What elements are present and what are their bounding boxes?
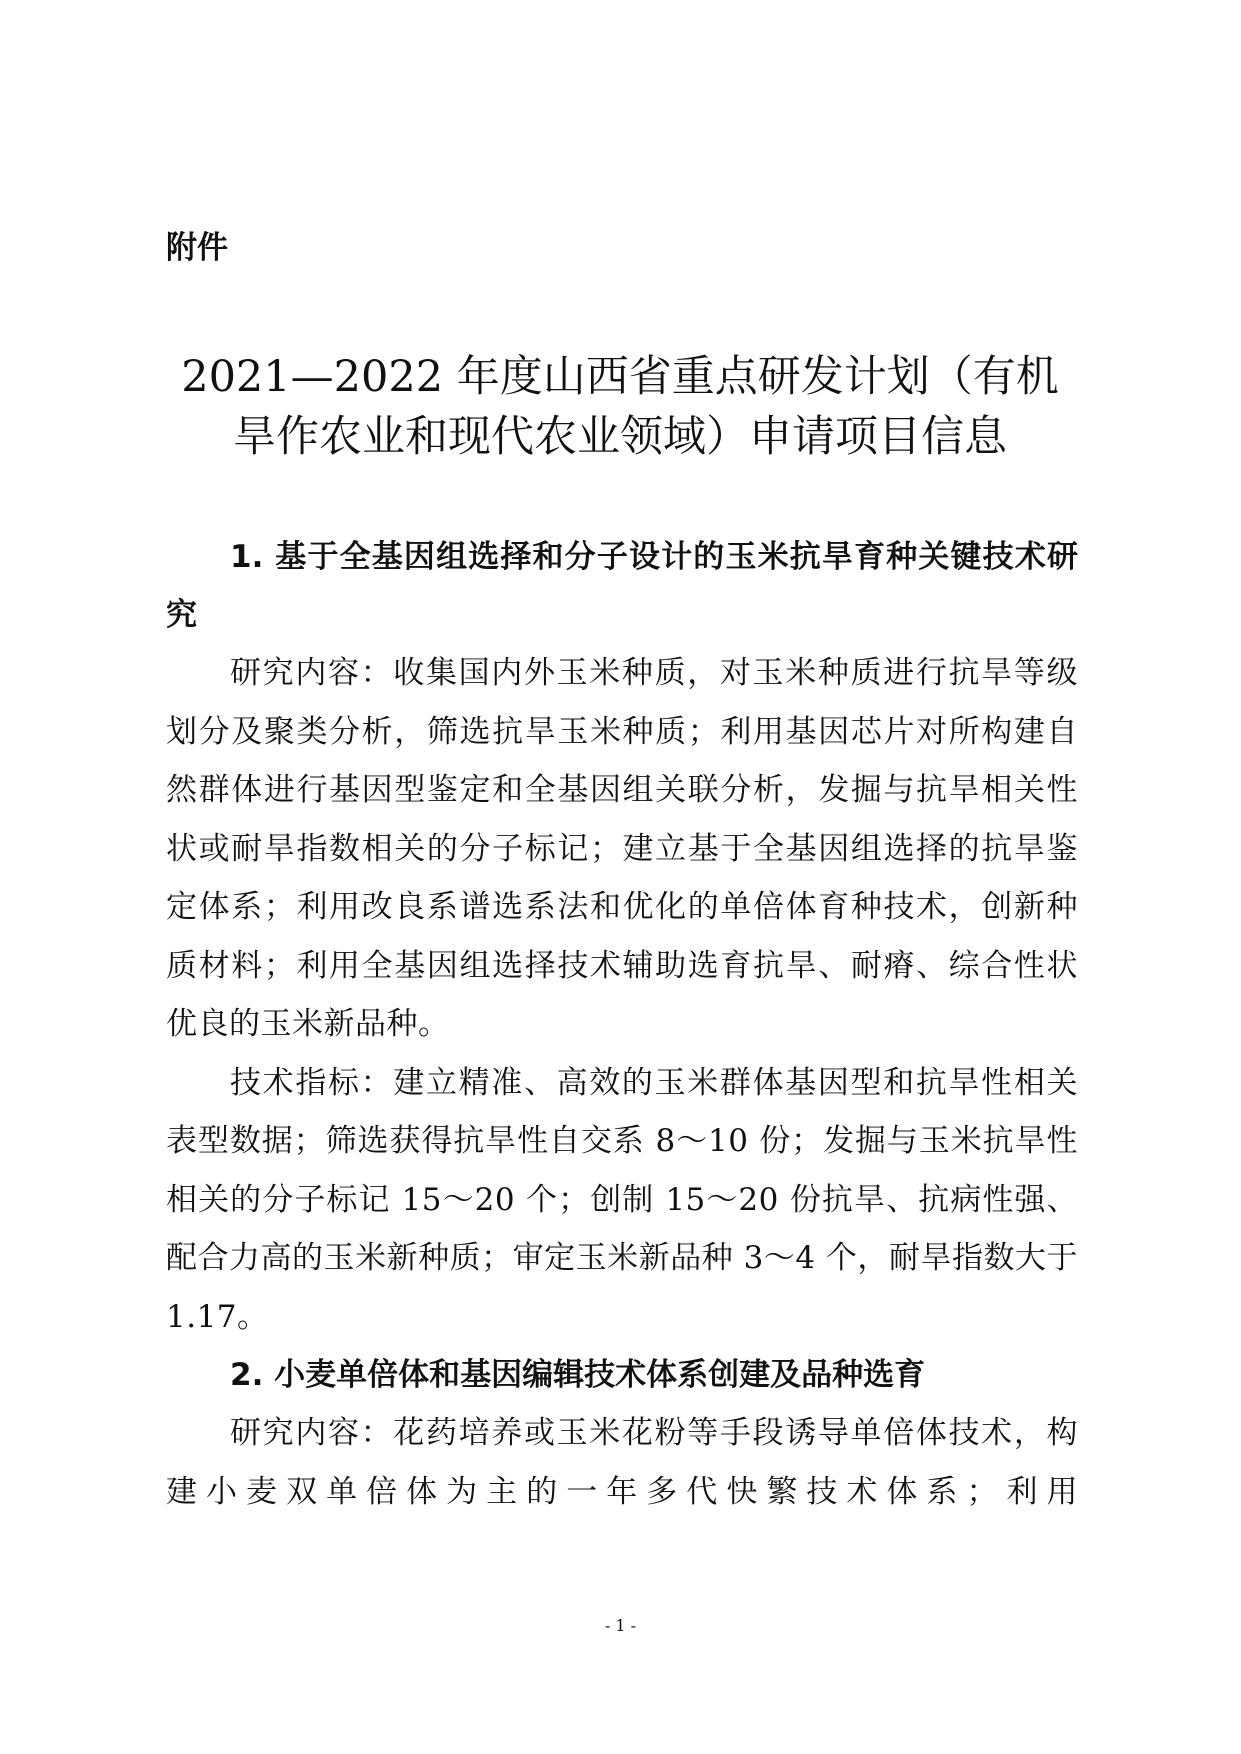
- page-number: - 1 -: [604, 1616, 637, 1635]
- attachment-label: 附件: [166, 230, 228, 266]
- section-1-technical-indicators: 技术指标：建立精准、高效的玉米群体基因型和抗旱性相关表型数据；筛选获得抗旱性自交系 8～10 份；发掘与玉米抗旱性相关的分子标记 15～20 个；创制 15～20 份抗旱、抗病性强、配合力高的玉米新种质；审定玉米新品种 3～4 个，耐旱指数大于 1.17。: [166, 1064, 1078, 1335]
- document-body: [166, 528, 1078, 1521]
- section-1-research-content: 研究内容：收集国内外玉米种质，对玉米种质进行抗旱等级划分及聚类分析，筛选抗旱玉米种质；利用基因芯片对所构建自然群体进行基因型鉴定和全基因组关联分析，发掘与抗旱相关性状或耐旱指数相关的分子标记；建立基于全基因组选择的抗旱鉴定体系；利用改良系谱选系法和优化的单倍体育种技术，创新种质材料；利用全基因组选择技术辅助选育抗旱、耐瘠、综合性状优良的玉米新品种。: [166, 655, 1078, 1042]
- document-title: [150, 347, 1090, 467]
- section-1-heading: 1. 基于全基因组选择和分子设计的玉米抗旱育种关键技术研究: [166, 539, 1078, 633]
- title-line-1: 2021—2022 年度山西省重点研发计划（有机: [181, 352, 1059, 402]
- title-line-2: 旱作农业和现代农业领域）申请项目信息: [233, 412, 1007, 462]
- section-2-heading: 2. 小麦单倍体和基因编辑技术体系创建及品种选育: [230, 1357, 926, 1393]
- section-2-research-content: 研究内容：花药培养或玉米花粉等手段诱导单倍体技术，构建小麦双单倍体为主的一年多代快繁技术体系；利用: [166, 1415, 1078, 1510]
